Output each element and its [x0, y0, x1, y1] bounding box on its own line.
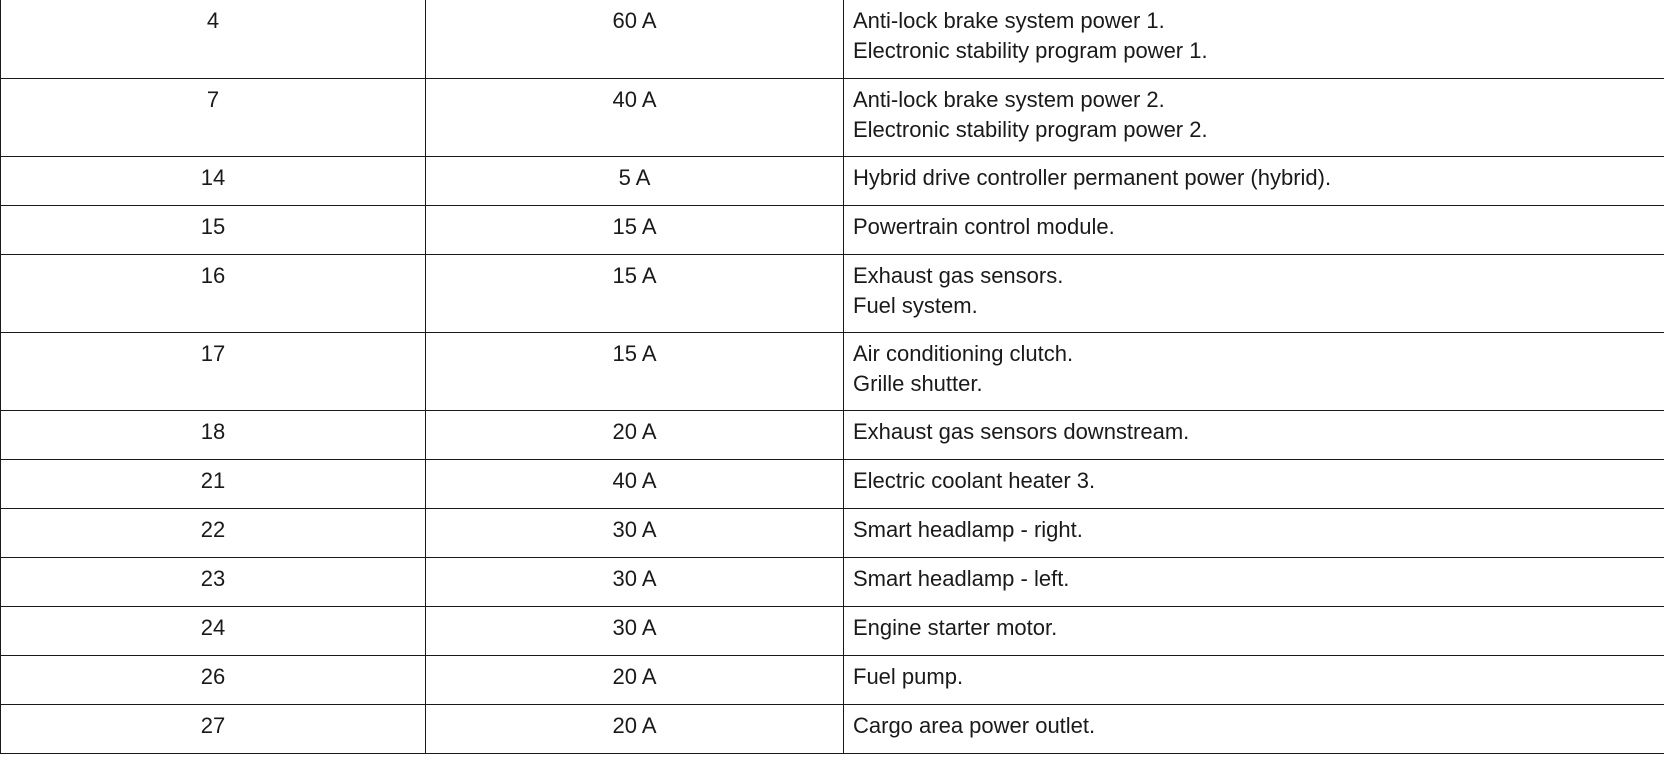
fuse-rating-cell: 20 A — [426, 655, 844, 704]
fuse-number-cell: 21 — [1, 459, 426, 508]
fuse-number-cell: 27 — [1, 704, 426, 753]
fuse-description-cell — [844, 332, 1664, 410]
table-row — [1, 205, 1664, 254]
fuse-description-cell — [844, 156, 1664, 205]
description-line: Exhaust gas sensors downstream. — [853, 418, 1190, 444]
fuse-number-cell: 17 — [1, 332, 426, 410]
description-line: Anti-lock brake system power 1. — [853, 8, 1165, 33]
fuse-description-cell — [844, 459, 1664, 508]
fuse-number-cell: 26 — [1, 655, 426, 704]
fuse-rating-cell: 40 A — [426, 459, 844, 508]
fuse-description-cell — [844, 205, 1664, 254]
description-line: Cargo area power outlet. — [853, 712, 1096, 738]
fuse-description-cell — [844, 704, 1664, 753]
table-row — [1, 78, 1664, 156]
description-line: Electronic stability program power 2. — [853, 116, 1208, 142]
fuse-description-cell — [844, 508, 1664, 557]
fuse-rating-cell: 20 A — [426, 410, 844, 459]
fuse-rating-cell: 60 A — [426, 0, 844, 78]
description-line: Hybrid drive controller permanent power (hybrid). — [853, 164, 1332, 190]
fuse-rating-cell: 20 A — [426, 704, 844, 753]
description-line: Exhaust gas sensors. — [853, 262, 1064, 288]
fuse-number-cell: 7 — [1, 78, 426, 156]
table-row — [1, 557, 1664, 606]
description-line: Fuel system. — [853, 292, 978, 318]
fuse-rating-cell: 5 A — [426, 156, 844, 205]
fuse-rating-cell: 30 A — [426, 508, 844, 557]
description-line: Anti-lock brake system power 2. — [853, 86, 1165, 112]
fuse-description-cell — [844, 606, 1664, 655]
fuse-number-cell: 15 — [1, 205, 426, 254]
description-line: Fuel pump. — [853, 663, 964, 689]
description-line: Smart headlamp - right. — [853, 516, 1083, 542]
table-row — [1, 606, 1664, 655]
table-row — [1, 156, 1664, 205]
table-row — [1, 410, 1664, 459]
table-row — [1, 332, 1664, 410]
description-line: Electric coolant heater 3. — [853, 467, 1096, 493]
fuse-rating-cell: 40 A — [426, 78, 844, 156]
fuse-description-cell — [844, 557, 1664, 606]
description-line: Engine starter motor. — [853, 614, 1058, 640]
table-row — [1, 0, 1664, 78]
table-row — [1, 508, 1664, 557]
fuse-rating-cell: 30 A — [426, 557, 844, 606]
table-row — [1, 254, 1664, 332]
fuse-rating-cell: 15 A — [426, 254, 844, 332]
description-line: Smart headlamp - left. — [853, 565, 1070, 591]
fuse-number-cell: 22 — [1, 508, 426, 557]
fuse-rating-cell: 15 A — [426, 332, 844, 410]
fuse-rating-cell: 15 A — [426, 205, 844, 254]
fuse-description-cell — [844, 655, 1664, 704]
fuse-number-cell: 4 — [1, 0, 426, 78]
table-row — [1, 459, 1664, 508]
fuse-number-cell: 14 — [1, 156, 426, 205]
fuse-description-cell — [844, 254, 1664, 332]
fuse-number-cell: 18 — [1, 410, 426, 459]
fuse-number-cell: 23 — [1, 557, 426, 606]
fuse-description-cell — [844, 78, 1664, 156]
table-row — [1, 704, 1664, 753]
description-line: Air conditioning clutch. — [853, 340, 1074, 366]
fuse-description-cell — [844, 410, 1664, 459]
description-line: Electronic stability program power 1. — [853, 38, 1208, 63]
fuse-number-cell: 24 — [1, 606, 426, 655]
description-line: Grille shutter. — [853, 370, 983, 396]
fuse-description-cell — [844, 0, 1664, 78]
description-line: Powertrain control module. — [853, 213, 1115, 239]
fuse-number-cell: 16 — [1, 254, 426, 332]
table-row — [1, 655, 1664, 704]
fuse-rating-cell: 30 A — [426, 606, 844, 655]
